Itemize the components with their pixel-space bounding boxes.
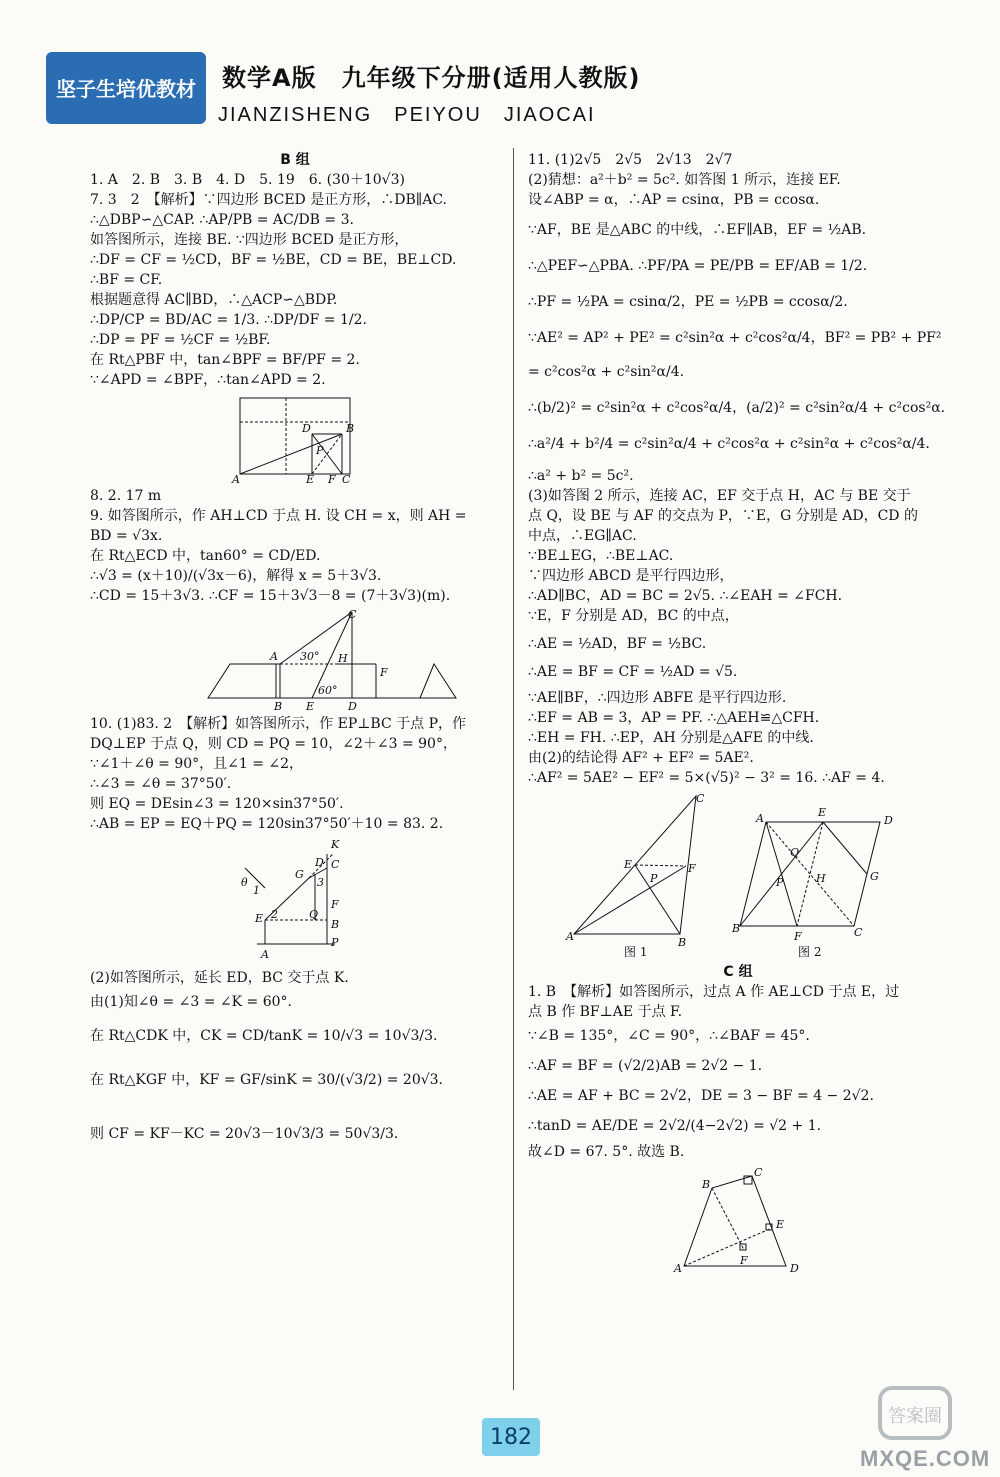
figc-label: F bbox=[740, 1254, 748, 1267]
fig7-label: E bbox=[306, 473, 315, 486]
figure-c1-trapezoid bbox=[668, 1168, 808, 1280]
text-line: DQ⊥EP 于点 Q，则 CD = PQ = 10，∠2＋∠3 = 90°， bbox=[90, 736, 457, 752]
text-line: 根据题意得 AC∥BD，∴△ACP∽△BDP. bbox=[90, 292, 338, 308]
answers-10-1 bbox=[90, 714, 500, 834]
fig9-label: H bbox=[338, 652, 348, 665]
book-pinyin: JIANZISHENG PEIYOU JIAOCAI bbox=[218, 104, 596, 126]
fig2-label: E bbox=[818, 806, 827, 819]
fig1-label: E bbox=[624, 858, 633, 871]
fig10-label: P bbox=[331, 936, 339, 949]
text-line: ∵∠1＋∠θ = 90°，且∠1 = ∠2， bbox=[90, 756, 304, 772]
text-line: ∴EH = FH. ∴EP，AH 分别是△AFE 的中线. bbox=[528, 730, 814, 746]
text-line: 则 CF = KF－KC = 20√3－10√3/3 = 50√3/3. bbox=[90, 1126, 399, 1142]
fig7-label: C bbox=[342, 473, 351, 486]
figc-label: D bbox=[790, 1262, 799, 1275]
text-line: (2)如答图所示，延长 ED，BC 交于点 K. bbox=[90, 970, 349, 986]
text-line: ∴PF = ½PA = csinα/2，PE = ½PB = ccosα/2. bbox=[528, 294, 848, 310]
text-line: 设∠ABP = α，∴AP = csinα，PB = ccosα. bbox=[528, 192, 820, 208]
text-line: 在 Rt△ECD 中，tan60° = CD/ED. bbox=[90, 548, 321, 564]
page-number: 182 bbox=[482, 1418, 540, 1456]
fig2-label: C bbox=[854, 926, 863, 939]
fig2-label: D bbox=[884, 814, 893, 827]
fig9-label: F bbox=[380, 666, 388, 679]
right-column bbox=[528, 150, 948, 1280]
figure-q10-ramp bbox=[235, 834, 365, 964]
text-line: 8. 2. 17 m bbox=[90, 488, 162, 504]
text-line: 由(2)的结论得 AF² + EF² = 5AE². bbox=[528, 750, 754, 766]
figc-label: A bbox=[674, 1262, 682, 1275]
text-line: ∵∠B = 135°，∠C = 90°，∴∠BAF = 45°. bbox=[528, 1028, 810, 1044]
answers-8-9 bbox=[90, 486, 500, 606]
answers-11 bbox=[528, 150, 948, 788]
text-line: (3)如答图 2 所示，连接 AC，EF 交于点 H，AC 与 BE 交于 bbox=[528, 488, 911, 504]
answers-10-2 bbox=[90, 968, 500, 1144]
fig10-label: 3 bbox=[317, 876, 324, 889]
text-line: ∵BE⊥EG，∴BE⊥AC. bbox=[528, 548, 674, 564]
text-line: ∴△PEF∽△PBA. ∴PF/PA = PE/PB = EF/AB = 1/2. bbox=[528, 258, 868, 274]
fig2-label: B bbox=[732, 922, 741, 935]
fig2-label: A bbox=[756, 812, 764, 825]
text-line: ∴(b/2)² = c²sin²α + c²cos²α/4，(a/2)² = c²sin²α/4 + c²cos²α. bbox=[528, 400, 946, 416]
text-line: ∴△DBP∽△CAP. ∴AP/PB = AC/DB = 3. bbox=[90, 212, 354, 228]
fig1-label: F bbox=[688, 862, 696, 875]
fig2-label: P bbox=[776, 876, 784, 889]
fig2-caption: 图 2 bbox=[798, 945, 822, 959]
group-b-heading: B 组 bbox=[280, 152, 310, 168]
text-line: ∴AD∥BC，AD = BC = 2√5. ∴∠EAH = ∠FCH. bbox=[528, 588, 843, 604]
fig9-label: 30° bbox=[300, 650, 320, 663]
text-line: ∴BF = CF. bbox=[90, 272, 163, 288]
text-line: ∵AF，BE 是△ABC 的中线，∴EF∥AB，EF = ½AB. bbox=[528, 222, 867, 238]
fig9-label: 60° bbox=[318, 684, 338, 697]
publisher-logo bbox=[46, 52, 206, 124]
text-line: ∴DP/CP = BD/AC = 1/3. ∴DP/DF = 1/2. bbox=[90, 312, 367, 328]
fig1-label: B bbox=[678, 936, 687, 949]
fig10-label: 2 bbox=[271, 908, 278, 921]
text-line: 1. A 2. B 3. B 4. D 5. 19 6. (30＋10√3) bbox=[90, 172, 405, 188]
fig9-label: D bbox=[348, 700, 357, 712]
text-line: 故∠D = 67. 5°. 故选 B. bbox=[528, 1144, 685, 1160]
text-line: 9. 如答图所示，作 AH⊥CD 于点 H. 设 CH = x，则 AH = bbox=[90, 508, 467, 524]
text-line: ∴DF = CF = ½CD，BF = ½BE，CD = BE，BE⊥CD. bbox=[90, 252, 457, 268]
text-line: 点 B 作 BF⊥AE 于点 F. bbox=[528, 1004, 683, 1020]
fig10-label: B bbox=[331, 918, 340, 931]
text-line: ∴AE = BF = CF = ½AD = √5. bbox=[528, 664, 738, 680]
fig2-label: H bbox=[816, 872, 826, 885]
group-c-heading: C 组 bbox=[723, 964, 753, 980]
watermark-text: MXQE.COM bbox=[860, 1446, 991, 1471]
text-line: ∵AE² = AP² + PE² = c²sin²α + c²cos²α/4，BF² = PB² + PF² bbox=[528, 330, 942, 346]
figure-1-triangle bbox=[565, 792, 705, 959]
watermark-logo-text: 答案圈 bbox=[888, 1406, 942, 1427]
fig10-label: K bbox=[331, 838, 340, 851]
text-line: ∴AB = EP = EQ＋PQ = 120sin37°50′＋10 = 83. 2. bbox=[90, 816, 444, 832]
text-line: 点 Q，设 BE 与 AF 的交点为 P，∵E，G 分别是 AD，CD 的 bbox=[528, 508, 918, 524]
fig7-label: A bbox=[232, 473, 240, 486]
text-line: ∴DP = PF = ½CF = ½BF. bbox=[90, 332, 271, 348]
fig10-label: F bbox=[331, 898, 339, 911]
figure-q9-slope bbox=[200, 606, 480, 712]
fig10-label: A bbox=[261, 948, 269, 961]
fig10-label: D bbox=[315, 856, 324, 869]
text-line: 在 Rt△PBF 中，tan∠BPF = BF/PF = 2. bbox=[90, 352, 360, 368]
fig10-label: E bbox=[255, 912, 264, 925]
text-line: ∵∠APD = ∠BPF，∴tan∠APD = 2. bbox=[90, 372, 326, 388]
text-line: 11. (1)2√5 2√5 2√13 2√7 bbox=[528, 152, 733, 168]
text-line: 中点，∴EG∥AC. bbox=[528, 528, 637, 544]
answers-c1 bbox=[528, 982, 948, 1162]
fig10-label: θ bbox=[241, 876, 248, 889]
fig1-label: P bbox=[650, 872, 658, 885]
figc-label: B bbox=[702, 1178, 711, 1191]
fig1-label: C bbox=[696, 792, 705, 805]
fig9-label: E bbox=[306, 700, 315, 712]
text-line: ∴AF = BF = (√2/2)AB = 2√2 − 1. bbox=[528, 1058, 763, 1074]
text-line: ∵E，F 分别是 AD，BC 的中点， bbox=[528, 608, 739, 624]
text-line: 在 Rt△KGF 中，KF = GF/sinK = 30/(√3/2) = 20√3. bbox=[90, 1072, 444, 1088]
text-line: 在 Rt△CDK 中，CK = CD/tanK = 10/√3 = 10√3/3. bbox=[90, 1028, 438, 1044]
fig9-label: A bbox=[270, 650, 278, 663]
text-line: ∴AE = AF + BC = 2√2，DE = 3 − BF = 4 − 2√2. bbox=[528, 1088, 874, 1104]
fig2-label: Q bbox=[790, 846, 800, 859]
logo-text: 坚子生培优教材 bbox=[56, 77, 196, 101]
text-line: ∵四边形 ABCD 是平行四边形， bbox=[528, 568, 734, 584]
fig9-label: C bbox=[348, 608, 357, 621]
fig2-label: G bbox=[870, 870, 879, 883]
column-divider bbox=[513, 148, 514, 1390]
text-line: ∴a²/4 + b²/4 = c²sin²α/4 + c²cos²α + c²sin²α + c²cos²α/4. bbox=[528, 436, 930, 452]
fig10-label: 1 bbox=[253, 884, 260, 897]
text-line: ∴EF = AB = 3，AP = PF. ∴△AEH≌△CFH. bbox=[528, 710, 820, 726]
figc-label: E bbox=[776, 1218, 785, 1231]
book-title: 数学A版 九年级下分册(适用人教版) bbox=[222, 64, 641, 92]
text-line: ∴a² + b² = 5c². bbox=[528, 468, 634, 484]
fig1-caption: 图 1 bbox=[624, 945, 648, 959]
fig2-label: F bbox=[794, 930, 802, 943]
text-line: ∵AE∥BF，∴四边形 ABFE 是平行四边形. bbox=[528, 690, 787, 706]
fig10-label: G bbox=[295, 868, 304, 881]
text-line: 则 EQ = DEsin∠3 = 120×sin37°50′. bbox=[90, 796, 344, 812]
text-line: 7. 3 2 【解析】∵四边形 BCED 是正方形，∴DB∥AC. bbox=[90, 192, 447, 208]
text-line: ∴∠3 = ∠θ = 37°50′. bbox=[90, 776, 232, 792]
text-line: ∴CD = 15＋3√3. ∴CF = 15＋3√3－8 = (7＋3√3)(m). bbox=[90, 588, 451, 604]
text-line: = c²cos²α + c²sin²α/4. bbox=[528, 364, 685, 380]
figc-label: C bbox=[754, 1168, 763, 1179]
text-line: (2)猜想：a²＋b² = 5c². 如答图 1 所示，连接 EF. bbox=[528, 172, 841, 188]
figure-2-parallelogram bbox=[731, 806, 893, 959]
fig7-label: P bbox=[316, 444, 324, 457]
figures-q11 bbox=[528, 792, 908, 960]
fig10-label: C bbox=[331, 858, 340, 871]
fig7-label: D bbox=[302, 422, 311, 435]
text-line: 由(1)知∠θ = ∠3 = ∠K = 60°. bbox=[90, 994, 292, 1010]
text-line: 1. B 【解析】如答图所示，过点 A 作 AE⊥CD 于点 E，过 bbox=[528, 984, 900, 1000]
answers-1-7 bbox=[90, 170, 500, 390]
text-line: 10. (1)83. 2 【解析】如答图所示，作 EP⊥BC 于点 P，作 bbox=[90, 716, 467, 732]
fig7-label: F bbox=[328, 473, 336, 486]
text-line: ∴tanD = AE/DE = 2√2/(4−2√2) = √2 + 1. bbox=[528, 1118, 822, 1134]
figure-q7-square bbox=[230, 394, 370, 486]
text-line: ∴AF² = 5AE² − EF² = 5×(√5)² − 3² = 16. ∴AF = 4. bbox=[528, 770, 885, 786]
left-column bbox=[90, 150, 500, 1144]
fig1-label: A bbox=[566, 930, 574, 943]
text-line: BD = √3x. bbox=[90, 528, 163, 544]
fig10-label: Q bbox=[309, 908, 319, 921]
text-line: ∴√3 = (x＋10)/(√3x－6)，解得 x = 5＋3√3. bbox=[90, 568, 382, 584]
text-line: ∴AE = ½AD，BF = ½BC. bbox=[528, 636, 707, 652]
text-line: 如答图所示，连接 BE. ∵四边形 BCED 是正方形， bbox=[90, 232, 409, 248]
fig7-label: B bbox=[346, 422, 355, 435]
fig9-label: B bbox=[274, 700, 283, 712]
